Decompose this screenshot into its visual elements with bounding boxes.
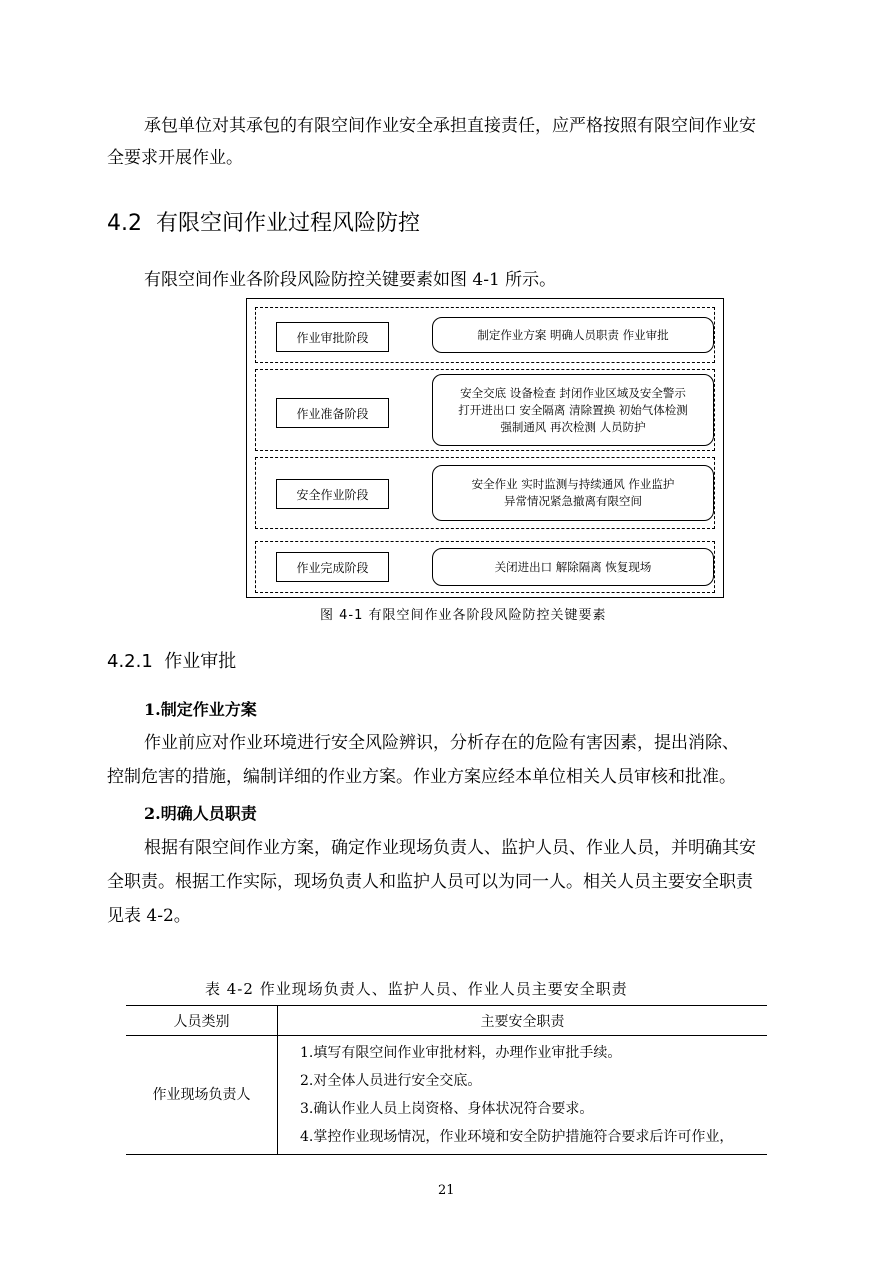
item2-line-2: 全职责。根据工作实际，现场负责人和监护人员可以为同一人。相关人员主要安全职责	[107, 872, 753, 892]
stage-label: 安全作业阶段	[276, 479, 389, 509]
section-heading-4-2	[107, 206, 420, 237]
stage-label: 作业准备阶段	[276, 398, 389, 428]
section-number: 4.2	[107, 211, 142, 236]
row-duties	[278, 1036, 768, 1155]
stage-elements: 制定作业方案 明确人员职责 作业审批	[432, 317, 714, 353]
section-title: 有限空间作业过程风险防控	[156, 211, 421, 236]
duty-item: 3.确认作业人员上岗资格、身体状况符合要求。	[300, 1101, 594, 1117]
stage-elements: 安全作业 实时监测与持续通风 作业监护 异常情况紧急撤离有限空间	[432, 465, 714, 521]
table-row	[126, 1036, 767, 1155]
stage-safe-operation	[255, 457, 715, 529]
stage-label: 作业完成阶段	[276, 552, 389, 582]
item2-line-1: 根据有限空间作业方案，确定作业现场负责人、监护人员、作业人员，并明确其安	[144, 838, 756, 858]
duty-item: 2.对全体人员进行安全交底。	[300, 1073, 482, 1089]
table-header-row	[126, 1006, 767, 1036]
section-heading-4-2-1	[107, 647, 236, 673]
figure-intro: 有限空间作业各阶段风险防控关键要素如图 4-1 所示。	[144, 270, 557, 290]
item1-line-2: 控制危害的措施，编制详细的作业方案。作业方案应经本单位相关人员审核和批准。	[107, 767, 736, 787]
stage-preparation	[255, 369, 715, 451]
header-category: 人员类别	[126, 1006, 278, 1036]
row-category: 作业现场负责人	[126, 1036, 278, 1155]
duties-table	[126, 1005, 767, 1155]
figure-caption: 图 4-1 有限空间作业各阶段风险防控关键要素	[320, 608, 607, 623]
table-caption: 表 4-2 作业现场负责人、监护人员、作业人员主要安全职责	[205, 980, 628, 998]
item2-line-3: 见表 4-2。	[107, 906, 191, 926]
duty-item: 4.掌控作业现场情况，作业环境和安全防护措施符合要求后许可作业，	[300, 1129, 734, 1145]
duty-item: 1.填写有限空间作业审批材料，办理作业审批手续。	[300, 1045, 622, 1061]
item2-heading: 2.明确人员职责	[144, 804, 257, 823]
stage-approval	[255, 307, 715, 363]
intro-line-1: 承包单位对其承包的有限空间作业安全承担直接责任，应严格按照有限空间作业安	[144, 116, 756, 136]
stage-elements: 安全交底 设备检查 封闭作业区域及安全警示 打开进出口 安全隔离 清除置换 初始气体检测 强制通风 再次检测 人员防护	[432, 374, 714, 446]
item1-heading: 1.制定作业方案	[144, 700, 257, 719]
header-duties: 主要安全职责	[278, 1006, 768, 1036]
page-number: 21	[438, 1183, 455, 1198]
item1-line-1: 作业前应对作业环境进行安全风险辨识，分析存在的危险有害因素，提出消除、	[144, 733, 739, 753]
section-title: 作业审批	[164, 651, 237, 672]
stage-completion	[255, 541, 715, 593]
intro-line-2: 全要求开展作业。	[107, 148, 243, 168]
stage-label: 作业审批阶段	[276, 322, 389, 352]
section-number: 4.2.1	[107, 651, 153, 672]
risk-control-figure	[246, 298, 724, 598]
stage-elements: 关闭进出口 解除隔离 恢复现场	[432, 548, 714, 586]
